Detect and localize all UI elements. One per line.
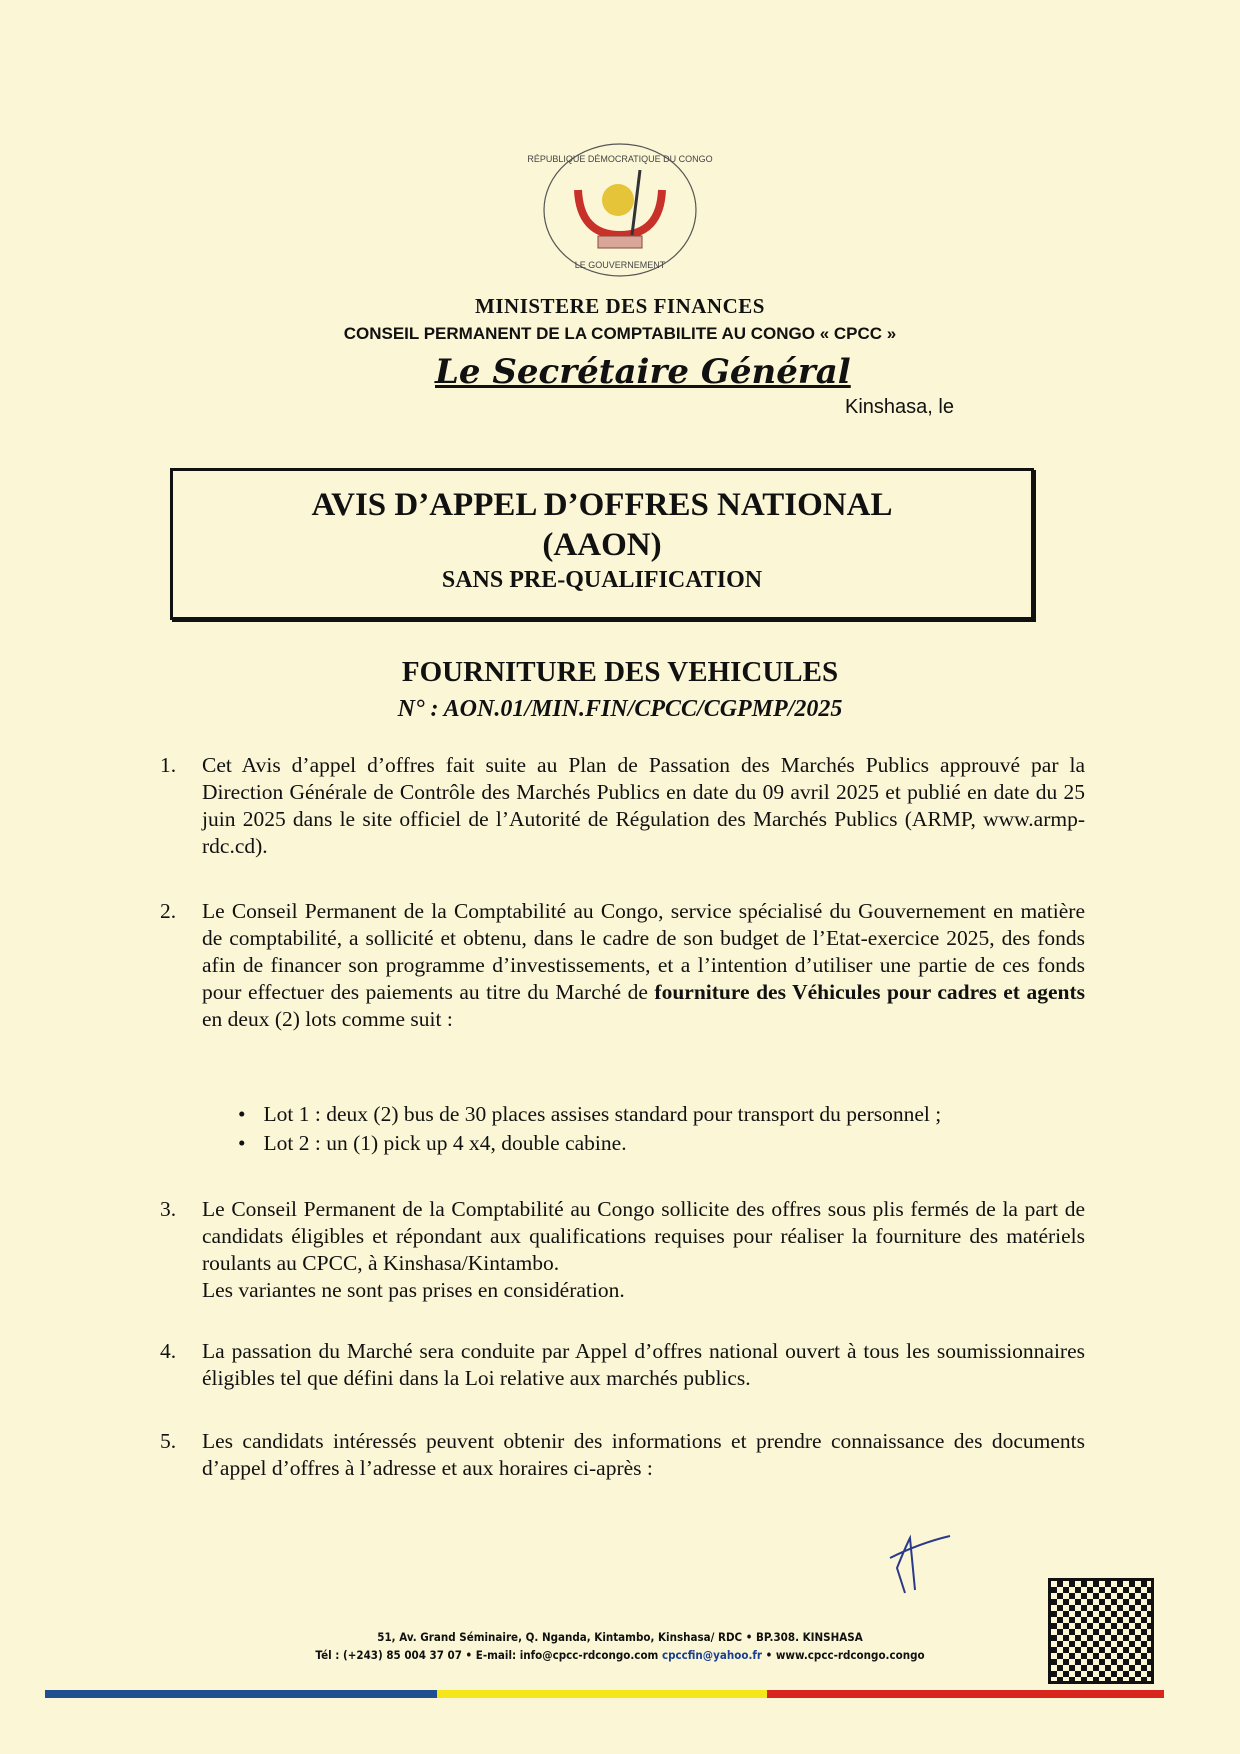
paragraph-bold-text: fourniture des Véhicules pour cadres et agents	[654, 980, 1085, 1004]
paragraph-text: Le Conseil Permanent de la Comptabilité au Congo sollicite des offres sous plis fermés de la part de candidats éligibles et répondant aux qualifications requises pour réaliser la fourniture des matériels roulants au CPCC, à Kinshasa/Kintambo.	[202, 1197, 1085, 1275]
subject-title: FOURNITURE DES VEHICULES	[401, 656, 839, 688]
title-box	[170, 468, 1034, 620]
title-line-2: (AAON)	[542, 527, 662, 563]
seal-text-top: RÉPUBLIQUE DÉMOCRATIQUE DU CONGO	[527, 154, 713, 164]
paragraph-number: 4.	[160, 1339, 177, 1363]
footer-website: • www.cpcc-rdcongo.congo	[762, 1648, 925, 1662]
paragraph-text: Les candidats intéressés peuvent obtenir des informations et prendre connaissance des documents d’appel d’offres à l’adresse et aux horaires ci-après :	[202, 1429, 1085, 1480]
paragraph-text: Les variantes ne sont pas prises en considération.	[202, 1278, 625, 1302]
flag-stripe-red	[767, 1690, 1164, 1698]
place-date: Kinshasa, le	[845, 396, 954, 418]
reference-number: N° : AON.01/MIN.FIN/CPCC/CGPMP/2025	[397, 696, 843, 722]
lot-item: • Lot 1 : deux (2) bus de 30 places assises standard pour transport du personnel ;	[238, 1100, 941, 1129]
paragraph-number: 1.	[160, 753, 177, 777]
paragraph-4	[160, 1338, 1085, 1392]
flag-stripe-yellow	[437, 1690, 767, 1698]
paragraph-2	[160, 898, 1085, 1033]
handwritten-initials	[875, 1528, 955, 1603]
flag-stripe-blue	[45, 1690, 437, 1698]
council-name: CONSEIL PERMANENT DE LA COMPTABILITE AU CONGO « CPCC »	[343, 324, 897, 343]
paragraph-text: Cet Avis d’appel d’offres fait suite au Plan de Passation des Marchés Publics approuvé par la Direction Générale de Contrôle des Marchés Publics en date du 09 avril 2025 et publié en date du 25 juin 2025 dans le site officiel de l’Autorité de Régulation des Marchés Publics (ARMP,	[202, 753, 1085, 831]
paragraph-text: Le Conseil Permanent de la Comptabilité au Congo, service spécialisé du Gouvernement en matière de comptabilité, a sollicité et obtenu, dans le cadre de son budget de l’Etat-exercice 2025, des fonds afin de financer son programme d’investissements, et a l’intention d’utiliser une partie de ces fonds pour effectuer des paiements au titre du Marché de	[202, 899, 1085, 1004]
paragraph-number: 3.	[160, 1197, 177, 1221]
footer-contact	[62, 1648, 1178, 1662]
government-seal	[527, 140, 713, 280]
paragraph-number: 5.	[160, 1429, 177, 1453]
paragraph-text: ).	[255, 834, 268, 858]
armp-link[interactable]: www.armp-rdc.cd	[202, 807, 1085, 858]
footer-address: 51, Av. Grand Séminaire, Q. Nganda, Kintambo, Kinshasa/ RDC • BP.308. KINSHASA	[377, 1630, 863, 1644]
paragraph-number: 2.	[160, 899, 177, 923]
paragraph-text: La passation du Marché sera conduite par Appel d’offres national ouvert à tous les soumissionnaires éligibles tel que défini dans la Loi relative aux marchés publics.	[202, 1339, 1085, 1390]
footer-phone-email: Tél : (+243) 85 004 37 07 • E-mail: info@cpcc-rdcongo.com	[315, 1648, 662, 1662]
title-line-3: SANS PRE-QUALIFICATION	[441, 567, 763, 593]
signatory-title: Le Secrétaire Général	[435, 352, 851, 392]
footer-email-link[interactable]: cpccfin@yahoo.fr	[661, 1648, 763, 1662]
qr-code	[1048, 1578, 1154, 1684]
paragraph-3	[160, 1196, 1085, 1304]
title-line-1: AVIS D’APPEL D’OFFRES NATIONAL	[311, 487, 893, 523]
paragraph-text: en deux (2) lots comme suit :	[202, 1007, 453, 1031]
lots-list	[238, 1100, 941, 1158]
ministry-name: MINISTERE DES FINANCES	[475, 294, 765, 318]
seal-text-bottom: LE GOUVERNEMENT	[574, 260, 666, 270]
paragraph-5	[160, 1428, 1085, 1482]
paragraph-1	[160, 752, 1085, 860]
lot-item: • Lot 2 : un (1) pick up 4 x4, double cabine.	[238, 1129, 941, 1158]
